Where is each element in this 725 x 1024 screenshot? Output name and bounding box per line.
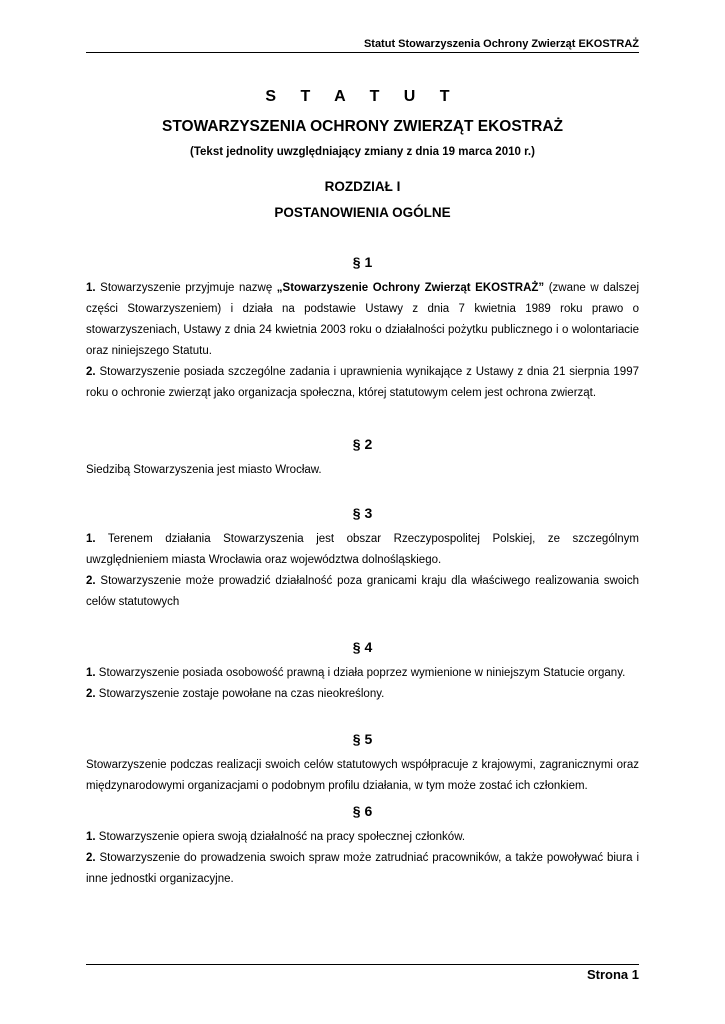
section-5 [86,729,639,797]
paragraph-text: Stowarzyszenie posiada osobowość prawną i działa poprzez wymienione w niniejszym Statucie organy. [95,667,626,679]
section-1 [86,252,639,404]
paragraph-text: Stowarzyszenie może prowadzić działalność poza granicami kraju dla właściwego realizowania swoich celów statutowych [86,575,639,608]
paragraph-text: Stowarzyszenie do prowadzenia swoich spraw może zatrudniać pracowników, a także powoływać biura i inne jednostki organizacyjne. [86,852,639,885]
paragraph-number: 1. [86,282,96,294]
paragraph-text: Stowarzyszenie przyjmuje nazwę [95,282,277,294]
section-3 [86,503,639,613]
section-heading: § 2 [352,436,373,452]
section-4 [86,637,639,705]
paragraph-text: (zwane w dalszej części Stowarzyszeniem) i działa na podstawie Ustawy z dnia 7 kwietnia 1989 roku prawo o stowarzyszeniach, Ustawy z dnia 24 kwietnia 2003 roku o działalności pożytku publicznego i o wolontariacie oraz niniejszego Statutu. [86,282,639,357]
document-body [86,86,639,890]
page-number: Strona 1 [586,967,639,982]
section-paragraph [86,529,639,571]
section-heading: § 6 [352,803,373,819]
paragraph-text: Stowarzyszenie posiada szczególne zadania i uprawnienia wynikające z Ustawy z dnia 21 sierpnia 1997 roku o ochronie zwierząt jako organizacja społeczna, której statutowym celem jest ochrona zwierząt. [86,366,639,399]
section-paragraph [86,278,639,362]
document-title: S T A T U T [265,88,460,105]
section-6 [86,801,639,890]
section-paragraph [86,362,639,404]
paragraph-number: 1. [86,667,96,679]
paragraph-text: Stowarzyszenie opiera swoją działalność na pracy społecznej członków. [95,831,466,843]
running-header [86,38,639,53]
paragraph-number: 2. [86,852,96,864]
paragraph-number: 1. [86,533,96,545]
section-heading: § 1 [352,254,373,270]
section-paragraph [86,663,639,684]
chapter-title: POSTANOWIENIA OGÓLNE [274,205,451,220]
section-2 [86,434,639,481]
document-note: (Tekst jednolity uwzględniający zmiany z dnia 19 marca 2010 r.) [190,146,535,158]
page-footer [86,964,639,982]
paragraph-text: Stowarzyszenie zostaje powołane na czas nieokreślony. [95,688,385,700]
section-paragraph [86,827,639,848]
section-paragraph [86,684,639,705]
paragraph-number: 2. [86,366,96,378]
section-heading: § 3 [352,505,373,521]
paragraph-number: 1. [86,831,96,843]
section-paragraph [86,571,639,613]
association-name: „Stowarzyszenie Ochrony Zwierząt EKOSTRAŻ” [276,282,545,294]
section-heading: § 5 [352,731,373,747]
paragraph-number: 2. [86,575,96,587]
section-paragraph: Siedzibą Stowarzyszenia jest miasto Wrocław. [86,464,322,476]
section-paragraph: Stowarzyszenie podczas realizacji swoich celów statutowych współpracuje z krajowymi, zagranicznymi oraz międzynarodowymi organizacjami o podobnym profilu działania, w tym może zostać ich członkiem. [86,759,639,792]
section-heading: § 4 [352,639,373,655]
document-subtitle: STOWARZYSZENIA OCHRONY ZWIERZĄT EKOSTRAŻ [162,118,563,135]
paragraph-text: Terenem działania Stowarzyszenia jest obszar Rzeczypospolitej Polskiej, ze szczególnym uwzględnieniem miasta Wrocławia oraz województwa dolnośląskiego. [86,533,639,566]
section-paragraph [86,848,639,890]
paragraph-number: 2. [86,688,96,700]
chapter-number: ROZDZIAŁ I [324,179,401,194]
running-header-title: Statut Stowarzyszenia Ochrony Zwierząt EKOSTRAŻ [363,38,639,50]
